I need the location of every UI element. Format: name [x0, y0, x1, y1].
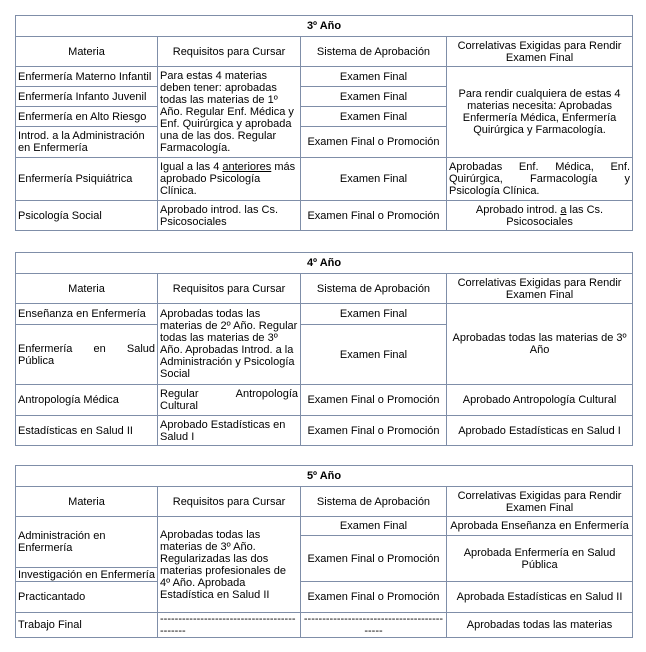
sistema-cell: Examen Final o Promoción	[301, 127, 447, 158]
sistema-cell: Examen Final	[301, 67, 447, 87]
table-4-anio	[15, 252, 633, 446]
sistema-cell: Examen Final	[301, 304, 447, 325]
correlativas-cell: Para rendir cualquiera de estas 4 materias necesita: Aprobadas Enfermería Médica, Enfermería Quirúrgica y Farmacología.	[447, 67, 633, 158]
materia-cell: Psicología Social	[16, 201, 158, 231]
col-header-requisitos: Requisitos para Cursar	[158, 487, 301, 517]
sistema-cell: Examen Final	[301, 87, 447, 107]
col-header-sistema: Sistema de Aprobación	[301, 37, 447, 67]
requisitos-cell: Aprobadas todas las materias de 2º Año. Regular todas las materias de 3º Año. Aprobadas Introd. a la Administración y Psicología Social	[158, 304, 301, 385]
materia-cell: Trabajo Final	[16, 613, 158, 638]
sistema-cell: Examen Final	[301, 325, 447, 385]
col-header-requisitos: Requisitos para Cursar	[158, 274, 301, 304]
correlativas-cell: Aprobadas todas las materias de 3º Año	[447, 304, 633, 385]
materia-cell: Investigación en Enfermería	[16, 568, 158, 582]
materia-cell: Enfermería Materno Infantil	[16, 67, 158, 87]
sistema-cell: Examen Final o Promoción	[301, 385, 447, 416]
req-text-part: más aprobado Psicología Clínica.	[160, 161, 296, 197]
requisitos-cell: Regular Antropología Cultural	[158, 385, 301, 416]
requisitos-cell: Aprobadas todas las materias de 3º Año. Regularizadas las dos materias profesionales de 4º Año. Aprobada Estadística en Salud II	[158, 517, 301, 613]
materia-cell: Enfermería en Salud Pública	[16, 325, 158, 385]
corr-text-part: las Cs. Psicosociales	[506, 203, 604, 228]
sistema-cell: Examen Final o Promoción	[301, 416, 447, 446]
col-header-requisitos: Requisitos para Cursar	[158, 37, 301, 67]
sistema-cell: Examen Final	[301, 107, 447, 127]
materia-cell: Introd. a la Administración en Enfermería	[16, 127, 158, 158]
sistema-cell: Examen Final o Promoción	[301, 582, 447, 613]
col-header-sistema: Sistema de Aprobación	[301, 274, 447, 304]
correlativas-cell: Aprobadas todas las materias	[447, 613, 633, 638]
correlativas-cell: Aprobada Enseñanza en Enfermería	[447, 517, 633, 536]
requisitos-cell: Para estas 4 materias deben tener: aprobadas todas las materias de 1º Año. Regular Enf. Médica y Enf. Quirúrgica y aprobada una de las dos. Regular Farmacología.	[158, 67, 301, 158]
requisitos-cell: --------------------------------------------	[158, 613, 301, 638]
correlativas-cell: Aprobada Estadísticas en Salud II	[447, 582, 633, 613]
sistema-cell: Examen Final o Promoción	[301, 201, 447, 231]
sistema-cell: Examen Final	[301, 158, 447, 201]
req-text-underlined: anteriores	[222, 161, 272, 173]
correlativas-cell: Aprobado Antropología Cultural	[447, 385, 633, 416]
col-header-correlativas: Correlativas Exigidas para Rendir Examen Final	[447, 37, 633, 67]
corr-text-part: Aprobado introd.	[475, 203, 561, 216]
requisitos-cell: Aprobado introd. las Cs. Psicosociales	[158, 201, 301, 231]
materia-cell: Practicantado	[16, 582, 158, 613]
materia-cell: Administración en Enfermería	[16, 517, 158, 568]
correlativas-cell	[447, 201, 633, 231]
correlativas-cell: Aprobada Enfermería en Salud Pública	[447, 536, 633, 582]
year-title: 4º Año	[16, 253, 633, 274]
sistema-cell: Examen Final	[301, 517, 447, 536]
sistema-cell: Examen Final o Promoción	[301, 536, 447, 582]
materia-cell: Estadísticas en Salud II	[16, 416, 158, 446]
materia-cell: Enfermería Infanto Juvenil	[16, 87, 158, 107]
corr-text-underlined: a	[560, 203, 567, 216]
col-header-materia: Materia	[16, 37, 158, 67]
col-header-correlativas: Correlativas Exigidas para Rendir Examen Final	[447, 487, 633, 517]
sistema-cell: -------------------------------------------	[301, 613, 447, 638]
col-header-correlativas: Correlativas Exigidas para Rendir Examen Final	[447, 274, 633, 304]
req-text-part: Igual a las 4	[160, 161, 223, 173]
correlativas-cell: Aprobado Estadísticas en Salud I	[447, 416, 633, 446]
col-header-materia: Materia	[16, 274, 158, 304]
materia-cell: Antropología Médica	[16, 385, 158, 416]
year-title: 5º Año	[16, 466, 633, 487]
requisitos-cell: Aprobado Estadísticas en Salud I	[158, 416, 301, 446]
col-header-materia: Materia	[16, 487, 158, 517]
col-header-sistema: Sistema de Aprobación	[301, 487, 447, 517]
table-3-anio	[15, 15, 633, 231]
materia-cell: Enseñanza en Enfermería	[16, 304, 158, 325]
materia-cell: Enfermería en Alto Riesgo	[16, 107, 158, 127]
requisitos-cell	[158, 158, 301, 201]
materia-cell: Enfermería Psiquiátrica	[16, 158, 158, 201]
table-5-anio	[15, 465, 633, 638]
correlativas-cell: Aprobadas Enf. Médica, Enf. Quirúrgica, Farmacología y Psicología Clínica.	[447, 158, 633, 201]
year-title: 3º Año	[16, 16, 633, 37]
